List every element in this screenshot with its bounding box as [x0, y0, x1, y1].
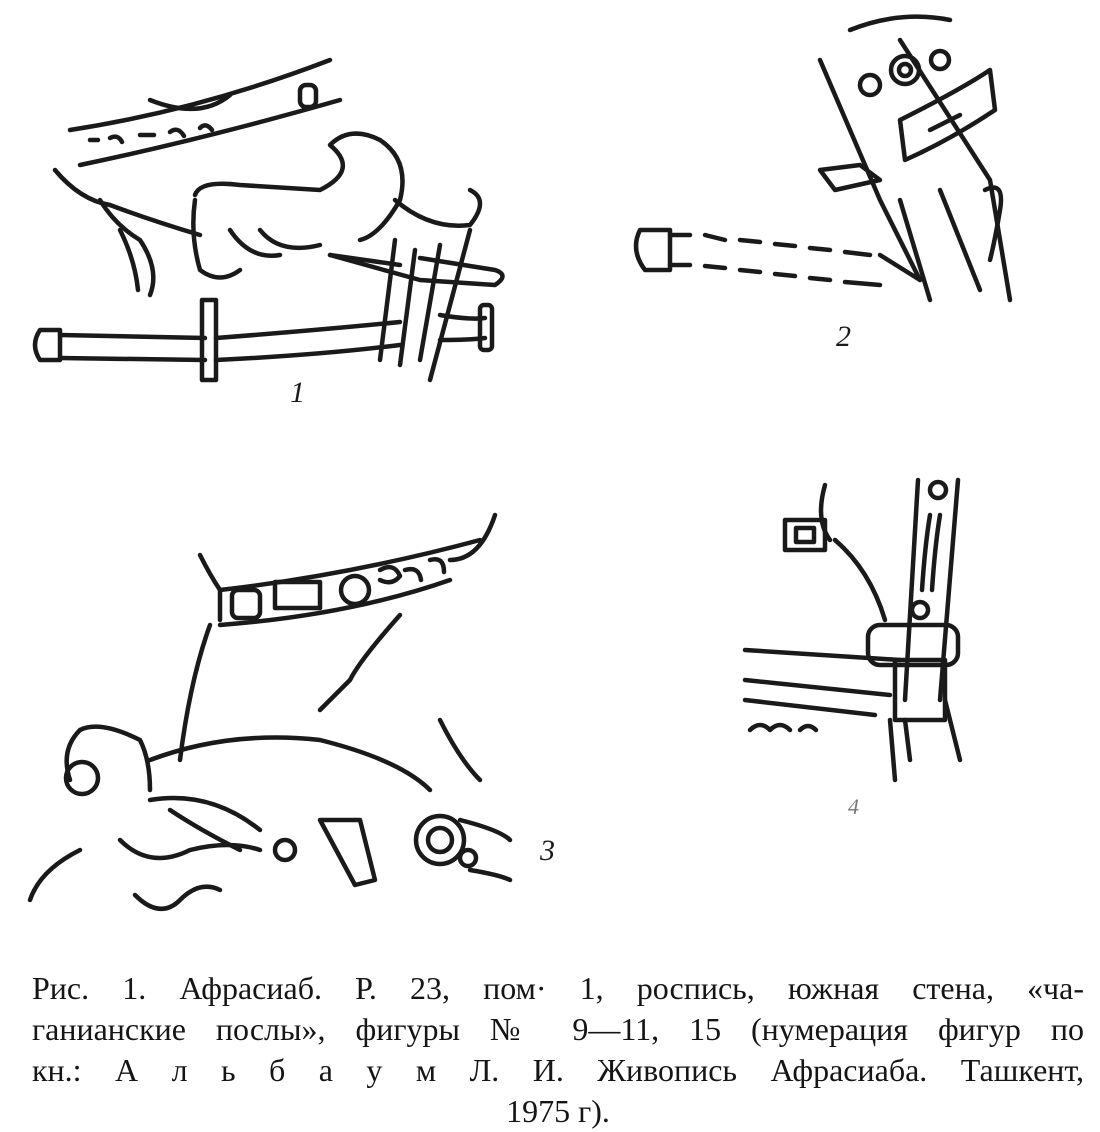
drawing-figure-2 [636, 17, 1010, 300]
drawing-figure-4 [745, 480, 960, 780]
caption-line-1: Рис. 1. Афрасиаб. Р. 23, пом· 1, роспись, южная стена, «ча- [32, 970, 1084, 1006]
caption-line-3: кн.: А л ь б а у м Л. И. Живопись Афрасиаба. Ташкент, [32, 1052, 1084, 1088]
figure-caption [32, 968, 1084, 1132]
figure-number-1: 1 [290, 376, 305, 409]
caption-line-2: ганианские послы», фигуры № 9—11, 15 (нумерация фигур по [32, 1011, 1084, 1047]
drawing-figure-3 [30, 515, 510, 909]
caption-line-4: 1975 г). [506, 1093, 610, 1129]
drawing-figure-1 [35, 60, 503, 380]
figure-number-2: 2 [836, 320, 851, 353]
figure-number-4: 4 [848, 794, 859, 819]
figure-number-3: 3 [540, 834, 555, 867]
